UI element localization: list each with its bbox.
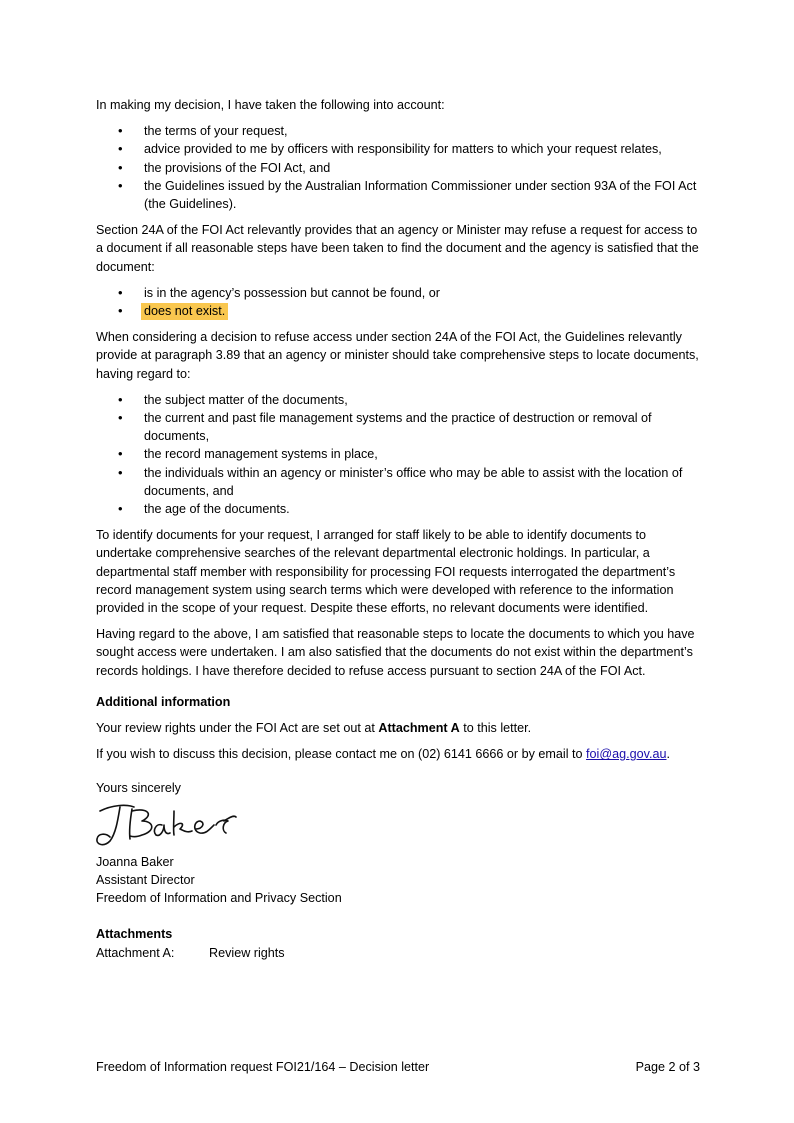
list-item: • the provisions of the FOI Act, and [96, 159, 700, 177]
attachment-ref: Attachment A [378, 721, 460, 736]
list-item: • the current and past file management systems and the practice of destruction or removal of documents, [96, 409, 700, 445]
list-item: • is in the agency’s possession but cannot be found, or [96, 284, 700, 302]
contact-text [96, 745, 700, 763]
contact-text-pre: If you wish to discuss this decision, please contact me on (02) 6141 6666 or by email to [96, 747, 587, 762]
list-item: • the record management systems in place, [96, 445, 700, 463]
review-rights-text [96, 719, 700, 737]
considerations-list [96, 122, 700, 213]
list-item: • the terms of your request, [96, 122, 700, 140]
signatory-section: Freedom of Information and Privacy Section [96, 891, 342, 906]
footer-doc-title: Freedom of Information request FOI21/164 – Decision letter [96, 1060, 430, 1074]
list-item: • the Guidelines issued by the Australian Information Commissioner under section 93A of the FOI Act (the Guidelines). [96, 177, 700, 213]
email-link[interactable]: foi@ag.gov.au [586, 747, 667, 762]
review-text-pre: Your review rights under the FOI Act are set out at [96, 721, 379, 736]
contact-text-post: . [666, 747, 671, 762]
list-item-highlighted [96, 302, 700, 320]
list-item: • the subject matter of the documents, [96, 391, 700, 409]
page-number: Page 2 of 3 [635, 1060, 700, 1074]
guidelines-text: When considering a decision to refuse access under section 24A of the FOI Act, the Guidelines relevantly provide at paragraph 3.89 that an agency or minister should take comprehensive steps to locate documents, having regard to: [96, 330, 699, 381]
additional-info-heading: Additional information [96, 694, 231, 709]
salutation: Yours sincerely [96, 780, 181, 795]
signature-block [96, 779, 700, 908]
page-footer [96, 1058, 700, 1076]
review-text-post: to this letter. [459, 721, 532, 736]
list-item: • the individuals within an agency or minister’s office who may be able to assist with the location of documents, and [96, 464, 700, 500]
attachment-row [96, 944, 700, 962]
signatory-details [96, 853, 700, 908]
conditions-list [96, 284, 700, 320]
signatory-title: Assistant Director [96, 872, 195, 887]
intro-text: In making my decision, I have taken the following into account: [96, 98, 445, 112]
conclusion-text: Having regard to the above, I am satisfied that reasonable steps to locate the documents to which you have sought access were undertaken. I am also satisfied that the documents do not exist within the department’s records holdings. I have therefore decided to refuse access pursuant to section 24A of the FOI Act. [96, 627, 695, 678]
letter-body [96, 96, 700, 962]
searches-text: To identify documents for your request, I arranged for staff likely to be able to identify documents to undertake comprehensive searches of the relevant departmental electronic holdings. In particular, a departmental staff member with responsibility for processing FOI requests interrogated the department’s record management system using search terms which were developed with reference to the information provided in the scope of your request. Despite these efforts, no relevant documents were identified. [96, 528, 676, 616]
signatory-name: Joanna Baker [96, 854, 174, 869]
section-24a-text: Section 24A of the FOI Act relevantly provides that an agency or Minister may refuse a request for access to a document if all reasonable steps have been taken to find the document and the agency is satisfied that the document: [96, 223, 699, 274]
handwritten-signature [92, 799, 242, 853]
list-item: • advice provided to me by officers with responsibility for matters to which your request relates, [96, 140, 700, 158]
list-item: • the age of the documents. [96, 500, 700, 518]
highlighted-text: does not exist. [141, 303, 228, 320]
steps-list [96, 391, 700, 518]
attachment-label: Attachment A: [96, 945, 175, 960]
attachment-value: Review rights [209, 945, 285, 960]
attachments-heading: Attachments [96, 927, 173, 942]
